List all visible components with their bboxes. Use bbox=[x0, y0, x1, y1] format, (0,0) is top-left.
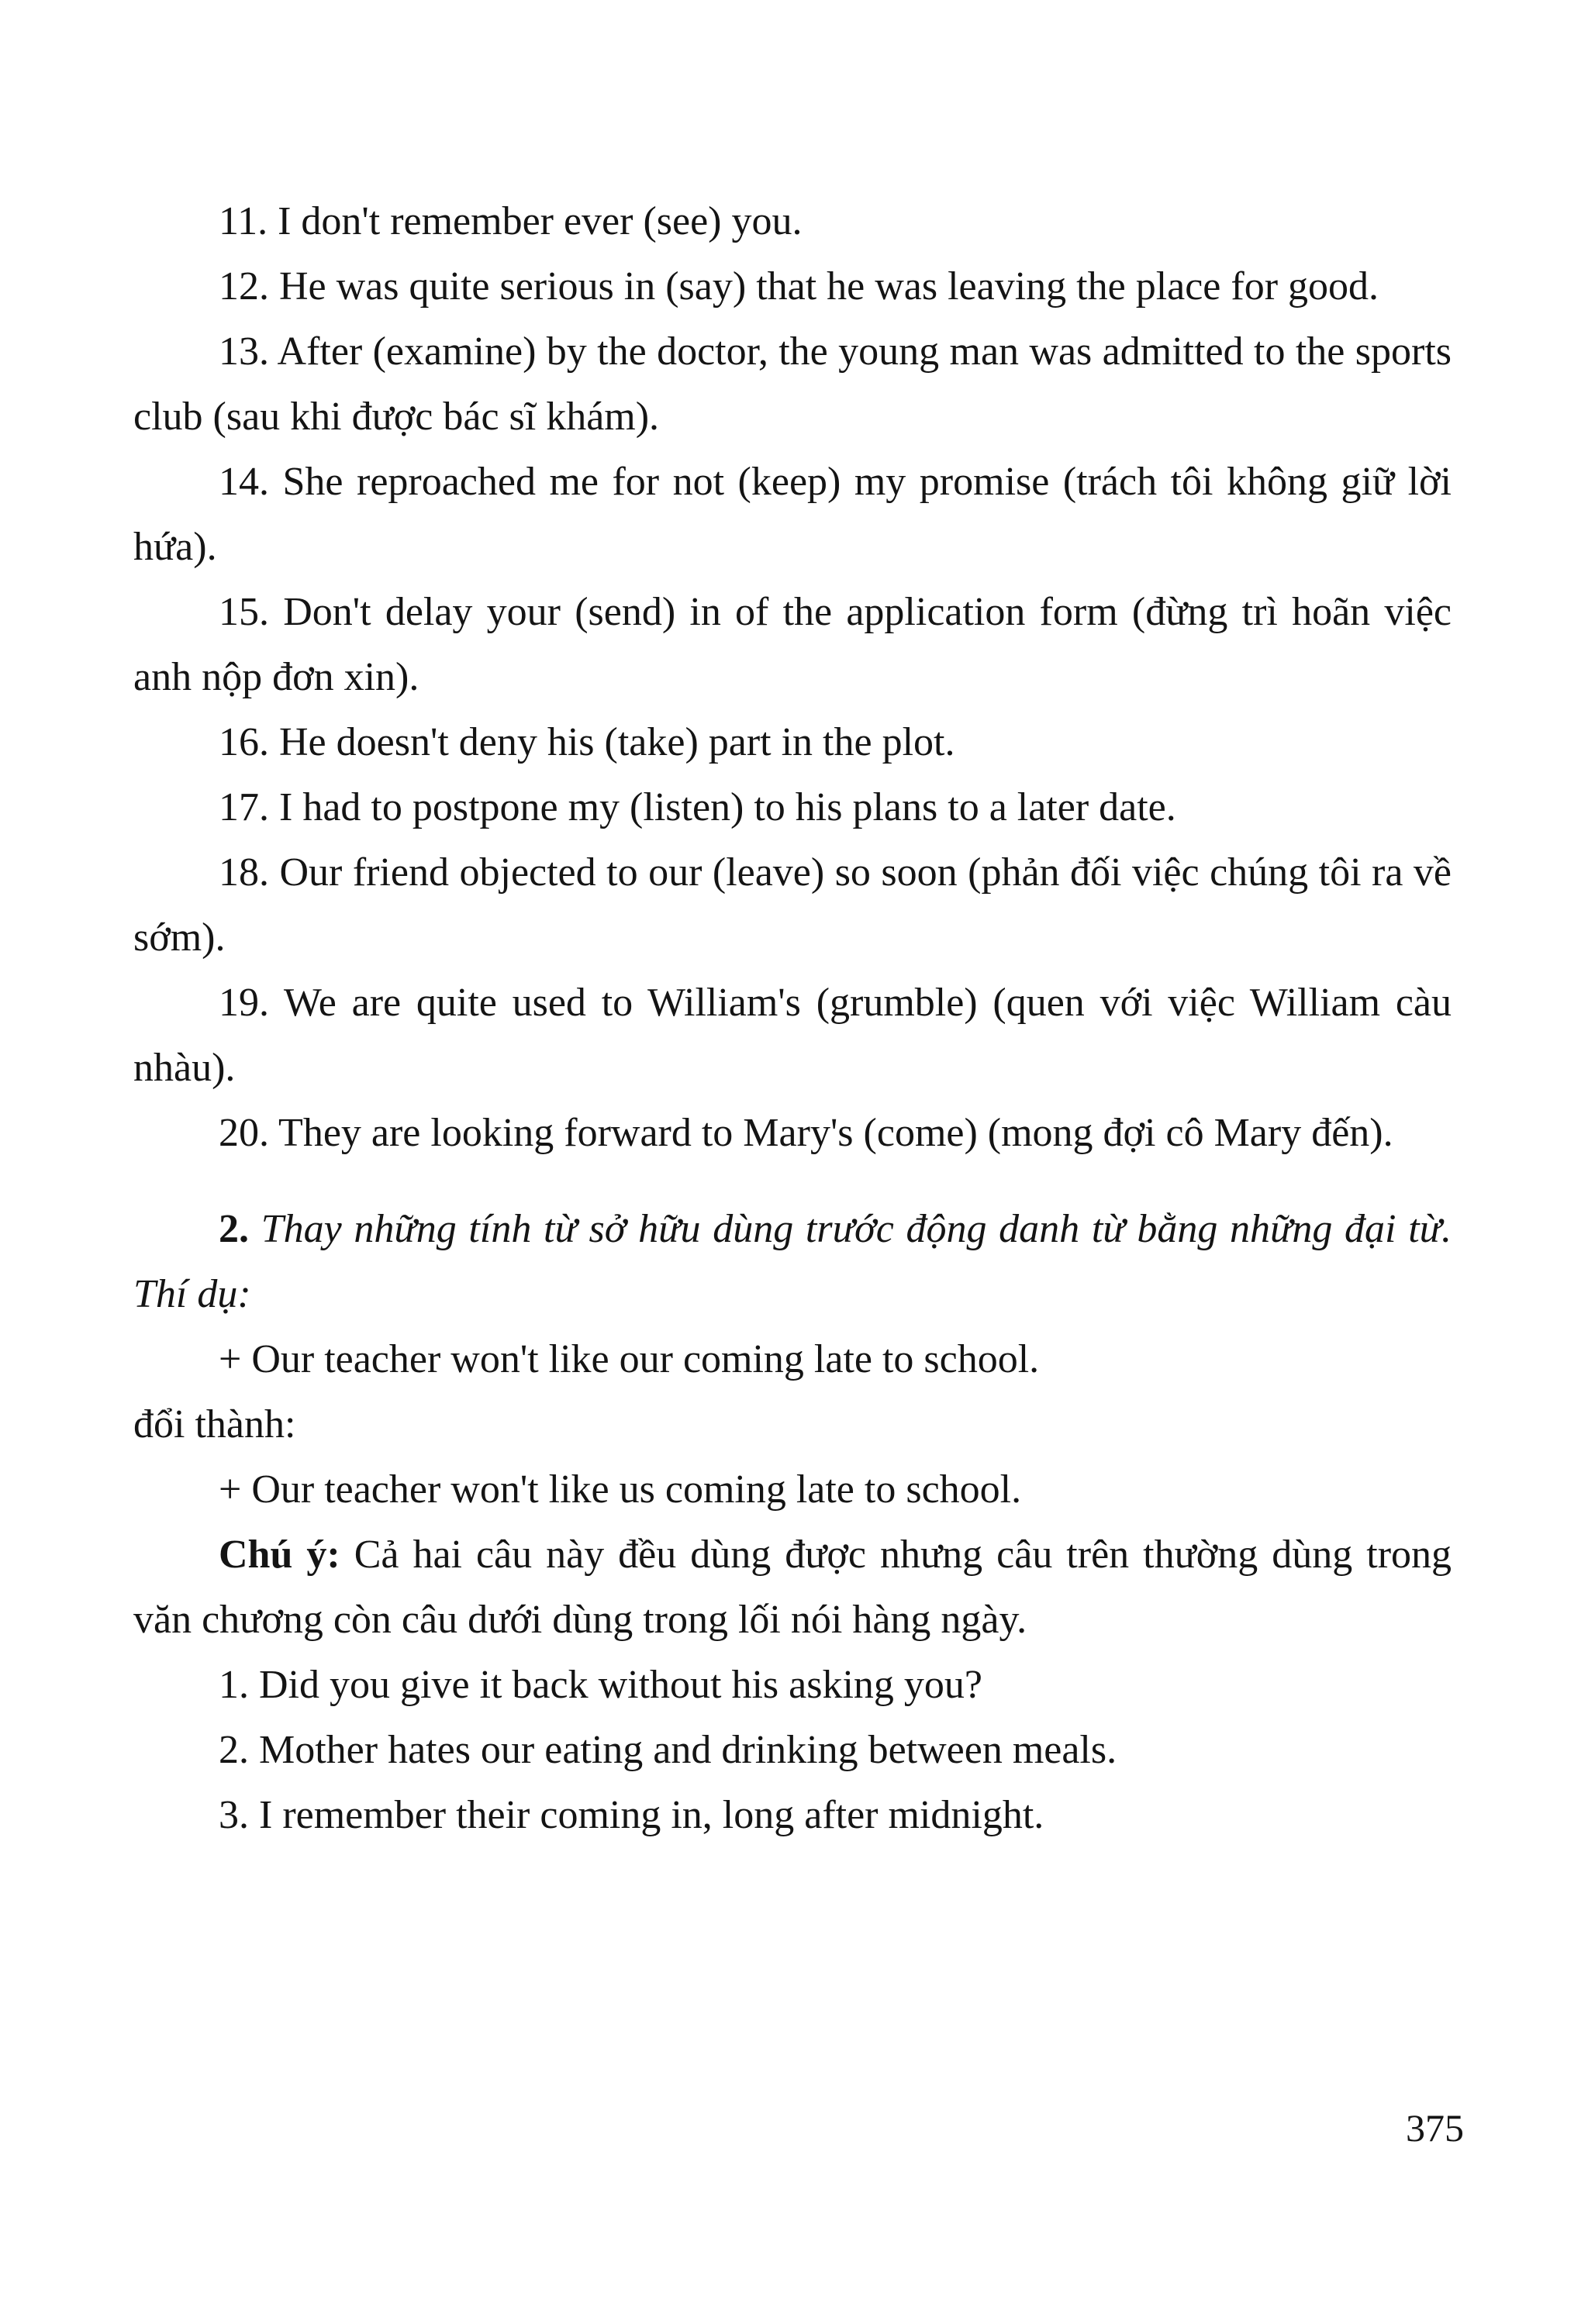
section-2-items bbox=[133, 1653, 1452, 1848]
exercise-item-12: 12. He was quite serious in (say) that he was leaving the place for good. bbox=[219, 264, 1379, 309]
exercise-item-20: 20. They are looking forward to Mary's (come) (mong đợi cô Mary đến). bbox=[219, 1111, 1393, 1155]
section-2-number: 2. bbox=[219, 1207, 249, 1251]
exercise-item-19: 19. We are quite used to William's (grumble) (quen với việc William càu nhàu). bbox=[133, 981, 1452, 1090]
exercise-item-14: 14. She reproached me for not (keep) my promise (trách tôi không giữ lời hứa). bbox=[133, 460, 1452, 569]
exercise-item-16: 16. He doesn't deny his (take) part in the plot. bbox=[219, 720, 955, 764]
section-2-instruction: Thay những tính từ sở hữu dùng trước động danh từ bằng những đại từ. Thí dụ: bbox=[133, 1207, 1452, 1316]
exercise-item-17: 17. I had to postpone my (listen) to his plans to a later date. bbox=[219, 785, 1176, 829]
exercise-item-18: 18. Our friend objected to our (leave) so soon (phản đối việc chúng tôi ra về sớm). bbox=[133, 850, 1452, 960]
section-gap bbox=[133, 1166, 1452, 1197]
exercise-list bbox=[133, 189, 1452, 1166]
transition-text: đổi thành: bbox=[133, 1402, 296, 1446]
example-before: + Our teacher won't like our coming late to school. bbox=[219, 1337, 1040, 1381]
page-number: 375 bbox=[1406, 2106, 1464, 2150]
note-label: Chú ý: bbox=[219, 1533, 340, 1577]
section-2-item: 2. Mother hates our eating and drinking between meals. bbox=[219, 1728, 1117, 1772]
exercise-item-15: 15. Don't delay your (send) in of the application form (đừng trì hoãn việc anh nộp đơn xin). bbox=[133, 590, 1452, 699]
note-text: Cả hai câu này đều dùng được nhưng câu trên thường dùng trong văn chương còn câu dưới dùng trong lối nói hàng ngày. bbox=[133, 1533, 1452, 1642]
note-paragraph bbox=[133, 1522, 1452, 1653]
section-2-heading bbox=[133, 1197, 1452, 1327]
exercise-item-13: 13. After (examine) by the doctor, the young man was admitted to the sports club (sau khi được bác sĩ khám). bbox=[133, 329, 1452, 439]
exercise-item-11: 11. I don't remember ever (see) you. bbox=[219, 199, 803, 243]
section-2-item: 1. Did you give it back without his asking you? bbox=[219, 1663, 983, 1707]
example-after: + Our teacher won't like us coming late to school. bbox=[219, 1467, 1022, 1512]
page-content bbox=[133, 189, 1452, 1848]
section-2-item: 3. I remember their coming in, long after midnight. bbox=[219, 1793, 1044, 1837]
